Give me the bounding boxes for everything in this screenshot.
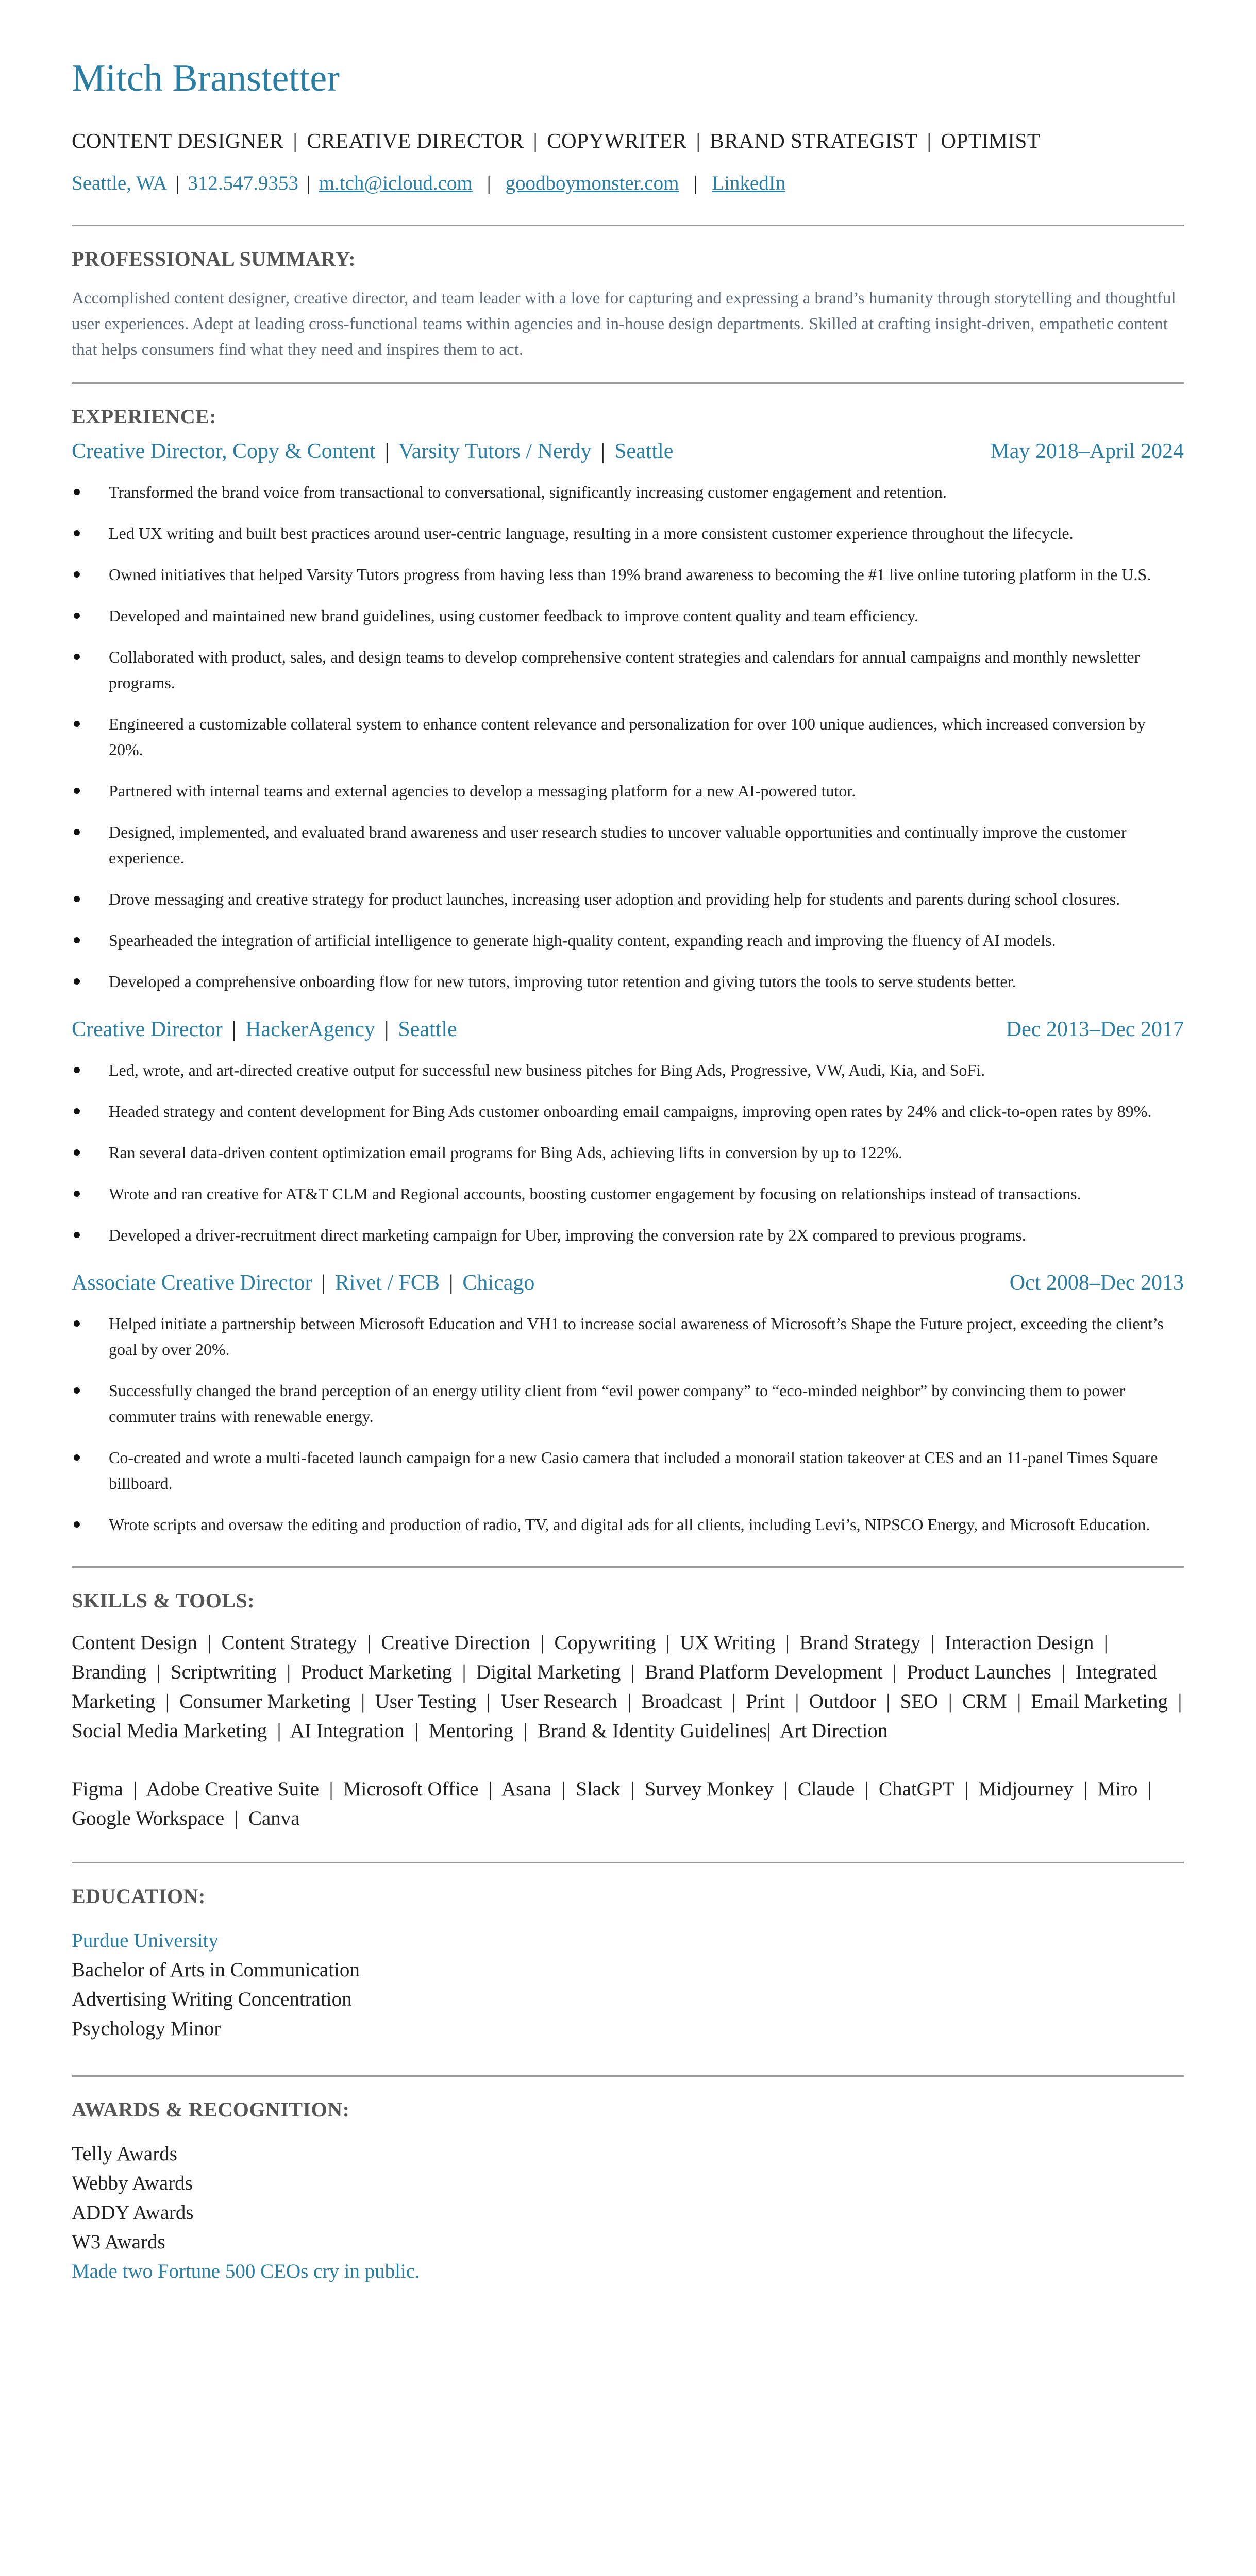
tools-list: Figma | Adobe Creative Suite | Microsoft Office | Asana | Slack | Survey Monkey | Claude | ChatGPT | Midjourney | Miro | Google Workspace | Canva (72, 1777, 1162, 1829)
job-title: Associate Creative Director (72, 1270, 312, 1295)
bullet-icon (74, 978, 80, 985)
linkedin-link[interactable]: LinkedIn (712, 172, 786, 194)
bullet-icon (74, 1149, 80, 1156)
experience-heading: EXPERIENCE: (72, 404, 217, 428)
award-item: W3 Awards (72, 2230, 165, 2253)
title-separator: | (696, 128, 701, 152)
section-divider (72, 1566, 1184, 1568)
bullet-icon (74, 1387, 80, 1394)
job-entry (72, 1270, 1184, 1537)
list-item: Headed strategy and content development for Bing Ads customer onboarding email campaigns, improving open rates by 24% and click-to-open rates by 89%. (72, 1098, 1184, 1124)
awards-heading: AWARDS & RECOGNITION: (72, 2097, 350, 2121)
bullet-icon (74, 721, 80, 727)
title-line (72, 128, 1184, 153)
job-company: Varsity Tutors / Nerdy (398, 439, 592, 463)
bullet-icon (74, 1067, 80, 1073)
title-item: CONTENT DESIGNER (72, 128, 284, 152)
bullet-icon (74, 788, 80, 794)
list-item: Spearheaded the integration of artificial intelligence to generate high-quality content, expanding reach and improving the fluency of AI models. (72, 927, 1184, 953)
title-item: COPYWRITER (547, 128, 687, 152)
list-item: Developed and maintained new brand guidelines, using customer feedback to improve content quality and team efficiency. (72, 603, 1184, 629)
list-item: Transformed the brand voice from transactional to conversational, significantly increasing customer engagement and retention. (72, 479, 1184, 505)
list-item: Developed a driver-recruitment direct marketing campaign for Uber, improving the conversion rate by 2X compared to previous programs. (72, 1222, 1184, 1248)
job-entry (72, 1017, 1184, 1248)
job-separator: | (600, 439, 606, 463)
job-company: HackerAgency (245, 1017, 375, 1041)
title-item: BRAND STRATEGIST (710, 128, 918, 152)
skills-section (72, 1588, 1192, 1833)
job-separator: | (448, 1270, 454, 1295)
list-item: Collaborated with product, sales, and design teams to develop comprehensive content strategies and calendars for annual campaigns and monthly newsletter programs. (72, 644, 1184, 696)
summary-text: Accomplished content designer, creative director, and team leader with a love for capturing and expressing a brand’s humanity through storytelling and thoughtful user experiences. Adept at leading cross-functional teams within agencies and in-house design departments. Skilled at crafting insight-driven, empathetic content that helps consumers find what they need and inspires them to act. (72, 289, 1176, 359)
job-location: Chicago (462, 1270, 535, 1295)
title-separator: | (533, 128, 538, 152)
section-divider (72, 382, 1184, 384)
award-item: ADDY Awards (72, 2201, 194, 2224)
title-separator: | (293, 128, 298, 152)
awards-section (72, 2097, 1184, 2286)
job-entry (72, 439, 1184, 994)
bullet-icon (74, 571, 80, 578)
summary-section (72, 247, 1184, 363)
title-item: OPTIMIST (941, 128, 1041, 152)
experience-section (72, 404, 1184, 1537)
list-item: Wrote and ran creative for AT&T CLM and Regional accounts, boosting customer engagement by focusing on relationships instead of transactions. (72, 1181, 1184, 1207)
bullet-icon (74, 489, 80, 495)
section-divider (72, 2075, 1184, 2077)
list-item: Ran several data-driven content optimization email programs for Bing Ads, achieving lifts in conversion by up to 122%. (72, 1140, 1184, 1165)
job-title: Creative Director, Copy & Content (72, 439, 376, 463)
contact-line (72, 172, 1184, 195)
list-item: Co-created and wrote a multi-faceted launch campaign for a new Casio camera that included a monorail station takeover at CES and an 11-panel Times Square billboard. (72, 1445, 1184, 1496)
job-location: Seattle (398, 1017, 457, 1041)
job-company: Rivet / FCB (334, 1270, 440, 1295)
bullet-icon (74, 829, 80, 835)
list-item: Partnered with internal teams and external agencies to develop a messaging platform for a new AI-powered tutor. (72, 778, 1184, 804)
job-bullets (72, 1057, 1184, 1248)
bullet-icon (74, 1521, 80, 1528)
bullet-icon (74, 937, 80, 943)
contact-separator: | (693, 172, 698, 194)
education-section (72, 1884, 1184, 2043)
location-text: Seattle, WA (72, 172, 168, 194)
award-highlight: Made two Fortune 500 CEOs cry in public. (72, 2260, 420, 2282)
list-item: Owned initiatives that helped Varsity Tutors progress from having less than 19% brand awareness to becoming the #1 live online tutoring platform in the U.S. (72, 562, 1184, 587)
job-bullets (72, 479, 1184, 994)
degree-line: Bachelor of Arts in Communication (72, 1958, 360, 1981)
bullet-icon (74, 896, 80, 902)
list-item: Developed a comprehensive onboarding flow for new tutors, improving tutor retention and giving tutors the tools to serve students better. (72, 969, 1184, 994)
job-title: Creative Director (72, 1017, 223, 1041)
skills-heading: SKILLS & TOOLS: (72, 1588, 255, 1612)
section-divider (72, 1862, 1184, 1863)
award-item: Webby Awards (72, 2172, 193, 2194)
bullet-icon (74, 1454, 80, 1461)
contact-separator: | (487, 172, 491, 194)
resume-page (72, 56, 1192, 2286)
list-item: Successfully changed the brand perception of an energy utility client from “evil power company” to “eco-minded neighbor” by convincing them to power commuter trains with renewable energy. (72, 1378, 1184, 1429)
concentration-line: Advertising Writing Concentration (72, 1988, 352, 2010)
bullet-icon (74, 1191, 80, 1197)
bullet-icon (74, 530, 80, 536)
bullet-icon (74, 613, 80, 619)
bullet-icon (74, 1108, 80, 1114)
skills-list: Content Design | Content Strategy | Creative Direction | Copywriting | UX Writing | Brand Strategy | Interaction Design | Branding | Scriptwriting | Product Marketing | Digital Marketing | Brand Platform Development | Product Launches | Integrated Marketing | Consumer Marketing | User Testing | User Research | Broadcast | Print | Outdoor | SEO | CRM | Email Marketing | Social Media Marketing | AI Integration | Mentoring | Brand & Identity Guidelines| Art Direction (72, 1631, 1192, 1742)
job-dates: Oct 2008–Dec 2013 (1009, 1270, 1184, 1295)
contact-separator: | (306, 172, 311, 194)
bullet-icon (74, 1232, 80, 1238)
section-divider (72, 225, 1184, 226)
title-item: CREATIVE DIRECTOR (307, 128, 524, 152)
list-item: Led, wrote, and art-directed creative output for successful new business pitches for Bing Ads, Progressive, VW, Audi, Kia, and SoFi. (72, 1057, 1184, 1083)
candidate-name: Mitch Branstetter (72, 57, 340, 99)
contact-separator: | (175, 172, 180, 194)
list-item: Engineered a customizable collateral system to enhance content relevance and personalization for over 100 unique audiences, which increased conversion by 20%. (72, 711, 1184, 762)
list-item: Led UX writing and built best practices around user-centric language, resulting in a more consistent customer experience throughout the lifecycle. (72, 520, 1184, 546)
list-item: Drove messaging and creative strategy for product launches, increasing user adoption and providing help for students and parents during school closures. (72, 886, 1184, 912)
list-item: Designed, implemented, and evaluated brand awareness and user research studies to uncover valuable opportunities and continually improve the customer experience. (72, 819, 1184, 871)
job-separator: | (321, 1270, 326, 1295)
job-header (72, 1017, 1184, 1042)
job-separator: | (231, 1017, 237, 1041)
job-separator: | (384, 439, 390, 463)
email-link[interactable]: m.tch@icloud.com (319, 172, 473, 194)
website-link[interactable]: goodboymonster.com (505, 172, 679, 194)
job-dates: Dec 2013–Dec 2017 (1006, 1017, 1184, 1041)
title-separator: | (927, 128, 932, 152)
summary-heading: PROFESSIONAL SUMMARY: (72, 247, 356, 270)
job-location: Seattle (614, 439, 674, 463)
phone-link[interactable]: 312.547.9353 (188, 172, 298, 194)
list-item: Wrote scripts and oversaw the editing and production of radio, TV, and digital ads for all clients, including Levi’s, NIPSCO Energy, and Microsoft Education. (72, 1512, 1184, 1537)
job-separator: | (384, 1017, 389, 1041)
school-name: Purdue University (72, 1929, 219, 1952)
education-heading: EDUCATION: (72, 1884, 206, 1908)
bullet-icon (74, 654, 80, 660)
bullet-icon (74, 1320, 80, 1327)
job-header (72, 1270, 1184, 1295)
job-dates: May 2018–April 2024 (990, 439, 1184, 463)
minor-line: Psychology Minor (72, 2017, 221, 2040)
award-item: Telly Awards (72, 2142, 177, 2165)
job-header (72, 439, 1184, 464)
list-item: Helped initiate a partnership between Microsoft Education and VH1 to increase social awareness of Microsoft’s Shape the Future project, exceeding the client’s goal by over 20%. (72, 1311, 1184, 1362)
job-bullets (72, 1311, 1184, 1537)
